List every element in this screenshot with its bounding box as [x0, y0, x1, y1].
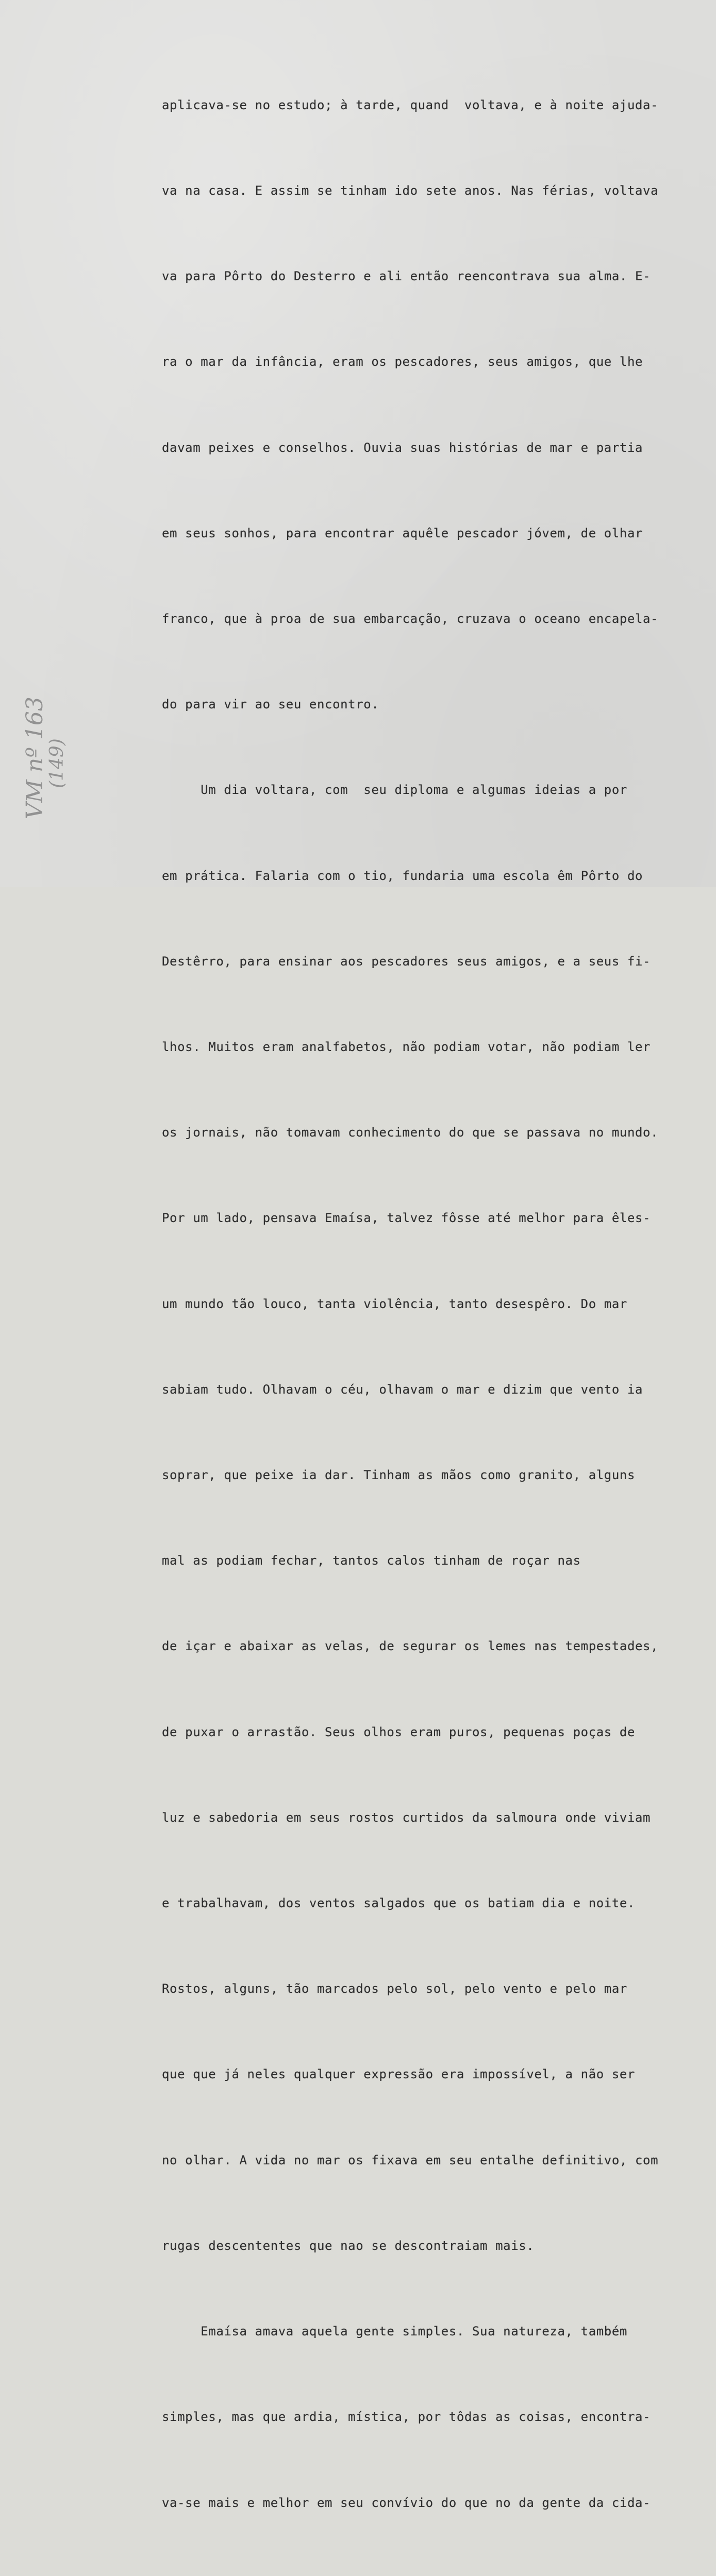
handwritten-margin-note [22, 697, 68, 819]
text-line: aplicava-se no estudo; à tarde, quand voltava, e à noite ajuda- [162, 97, 659, 112]
text-line: va-se mais e melhor em seu convívio do que no da gente da cida- [162, 2495, 651, 2510]
text-line: um mundo tão louco, tanta violência, tanto desespêro. Do mar [162, 1296, 627, 1311]
text-line: Destêrro, para ensinar aos pescadores seus amigos, e a seus fi- [162, 954, 651, 969]
text-line: davam peixes e conselhos. Ouvia suas histórias de mar e partia [162, 440, 643, 455]
text-line: luz e sabedoria em seus rostos curtidos da salmoura onde viviam [162, 1810, 651, 1825]
text-line: de puxar o arrastão. Seus olhos eram puros, pequenas poças de [162, 1724, 636, 1739]
margin-note-text: VM nº 163 [22, 697, 48, 819]
text-line: simples, mas que ardia, mística, por tôdas as coisas, encontra- [162, 2410, 651, 2425]
text-line: Por um lado, pensava Emaísa, talvez fôsse até melhor para êles- [162, 1211, 651, 1226]
text-line: de içar e abaixar as velas, de segurar os lemes nas tempestades, [162, 1639, 659, 1654]
text-line: lhos. Muitos eram analfabetos, não podiam votar, não podiam ler [162, 1040, 651, 1055]
text-line: no olhar. A vida no mar os fixava em seu entalhe definitivo, com [162, 2153, 659, 2167]
text-line: Um dia voltara, com seu diploma e algumas ideias a por [162, 783, 627, 798]
text-line: ra o mar da infância, eram os pescadores, seus amigos, que lhe [162, 354, 643, 369]
margin-note-subtext: (149) [46, 738, 68, 788]
text-line: Emaísa amava aquela gente simples. Sua natureza, também [162, 2324, 627, 2339]
typed-text-body [162, 34, 711, 2576]
text-line: em prática. Falaria com o tio, fundaria uma escola êm Pôrto do [162, 868, 643, 883]
text-line: que que já neles qualquer expressão era impossível, a não ser [162, 2067, 636, 2082]
text-line: va na casa. E assim se tinham ido sete anos. Nas férias, voltava [162, 183, 659, 198]
text-line: em seus sonhos, para encontrar aquêle pescador jóvem, de olhar [162, 526, 643, 540]
text-line: sabiam tudo. Olhavam o céu, olhavam o mar e dizim que vento ia [162, 1382, 643, 1397]
text-line: Rostos, alguns, tão marcados pelo sol, pelo vento e pelo mar [162, 1981, 627, 1996]
text-line: va para Pôrto do Desterro e ali então reencontrava sua alma. E- [162, 269, 651, 284]
text-line: rugas descententes que nao se descontraiam mais. [162, 2238, 535, 2253]
text-line: franco, que à proa de sua embarcação, cruzava o oceano encapela- [162, 612, 659, 626]
text-line: os jornais, não tomavam conhecimento do que se passava no mundo. [162, 1125, 659, 1140]
text-line: mal as podiam fechar, tantos calos tinham de roçar nas [162, 1553, 581, 1568]
text-line: e trabalhavam, dos ventos salgados que os batiam dia e noite. [162, 1896, 636, 1911]
text-line: soprar, que peixe ia dar. Tinham as mãos como granito, alguns [162, 1468, 636, 1483]
text-line: do para vir ao seu encontro. [162, 697, 379, 712]
